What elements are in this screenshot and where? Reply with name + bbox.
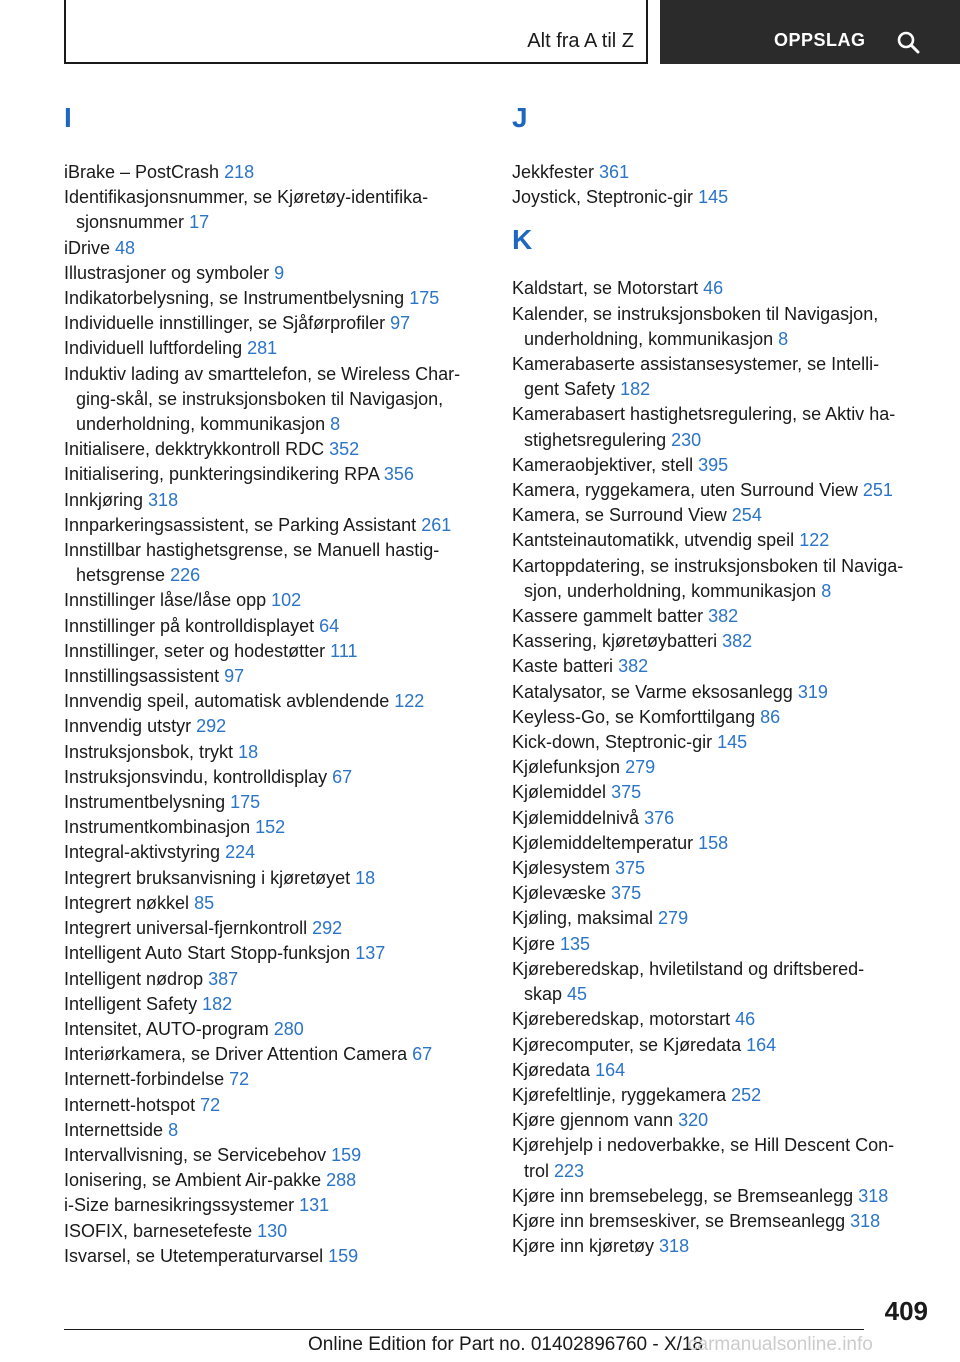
page-ref-link[interactable]: 254 bbox=[731, 505, 762, 526]
index-entry bbox=[64, 916, 484, 941]
index-entry bbox=[64, 740, 484, 765]
index-entry bbox=[64, 1168, 484, 1193]
index-entry-text: Kjørehjelp i nedoverbakke, se Hill Descent Con- bbox=[512, 1135, 895, 1156]
page-ref-link[interactable]: 226 bbox=[170, 565, 201, 586]
page-ref-link[interactable]: 97 bbox=[390, 313, 411, 334]
page-ref-link[interactable]: 261 bbox=[421, 514, 452, 535]
index-entry bbox=[64, 236, 484, 261]
index-entry bbox=[64, 1143, 484, 1168]
page-ref-link[interactable]: 152 bbox=[255, 817, 286, 838]
index-entry-text: Intensitet, AUTO-program bbox=[64, 1018, 269, 1039]
index-entry-text: Kameraobjektiver, stell bbox=[512, 454, 694, 475]
index-entry-text: Kjølevæske bbox=[512, 883, 607, 904]
index-entry bbox=[64, 362, 484, 438]
index-entry-text: Kjøre inn bremsebelegg, se Bremseanlegg bbox=[512, 1185, 854, 1206]
index-entry-text: Innstillinger låse/låse opp bbox=[64, 590, 267, 611]
index-entry-text: Kassere gammelt batter bbox=[512, 606, 704, 627]
index-entry bbox=[512, 352, 932, 402]
page-ref-link[interactable]: 102 bbox=[271, 590, 302, 611]
index-entry-text: Kassering, kjøretøybatteri bbox=[512, 631, 718, 652]
index-entry-text: Innparkeringsassistent, se Parking Assistant bbox=[64, 514, 417, 535]
index-entry-text: sjon, underholdning, kommunikasjon bbox=[524, 580, 817, 601]
page-ref-link[interactable]: 8 bbox=[168, 1119, 179, 1140]
index-entry bbox=[64, 866, 484, 891]
index-entry-text: Induktiv lading av smarttelefon, se Wireless Char- bbox=[64, 363, 461, 384]
index-entry-text: Integral-aktivstyring bbox=[64, 842, 221, 863]
index-entry bbox=[512, 1184, 932, 1209]
index-entry bbox=[512, 755, 932, 780]
index-entry bbox=[512, 185, 932, 210]
index-entry-text: Individuelle innstillinger, se Sjåførprofiler bbox=[64, 313, 386, 334]
index-entry-text: Kjørefeltlinje, ryggekamera bbox=[512, 1084, 727, 1105]
index-entry-text: Kjølemiddeltemperatur bbox=[512, 832, 694, 853]
page-ref-link[interactable]: 18 bbox=[238, 741, 259, 762]
page-ref-link[interactable]: 279 bbox=[625, 757, 656, 778]
page-ref-link[interactable]: 251 bbox=[862, 480, 893, 501]
page-ref-link[interactable]: 175 bbox=[230, 792, 261, 813]
index-entry bbox=[512, 1133, 932, 1183]
index-entry-text: Innstillingsassistent bbox=[64, 666, 220, 687]
index-entry bbox=[64, 336, 484, 361]
index-entry bbox=[64, 462, 484, 487]
index-entry bbox=[512, 528, 932, 553]
index-entry-text: Kjøre gjennom vann bbox=[512, 1110, 674, 1131]
index-entry bbox=[512, 1083, 932, 1108]
index-entry bbox=[64, 1017, 484, 1042]
index-entry-text: Kjøreberedskap, hviletilstand og driftsbered- bbox=[512, 958, 865, 979]
index-entry-text: Integrert universal-fjernkontroll bbox=[64, 918, 308, 939]
index-entry bbox=[64, 967, 484, 992]
index-entry bbox=[64, 840, 484, 865]
page-ref-link[interactable]: 352 bbox=[329, 439, 360, 460]
page-ref-link[interactable]: 18 bbox=[355, 867, 376, 888]
index-entry-text: Kaldstart, se Motorstart bbox=[512, 278, 699, 299]
index-entry-text: Innstillbar hastighetsgrense, se Manuell hastig- bbox=[64, 540, 440, 561]
index-entry-text: Kamerabaserte assistansesystemer, se Intelli- bbox=[512, 354, 880, 375]
index-entry-text: Kaste batteri bbox=[512, 656, 614, 677]
page-ref-link[interactable]: 159 bbox=[331, 1144, 362, 1165]
edition-text: Online Edition for Part no. 01402896760 - X/18 bbox=[308, 1334, 704, 1355]
index-entry-text: Kamera, ryggekamera, uten Surround View bbox=[512, 480, 858, 501]
page-ref-link[interactable]: 182 bbox=[620, 379, 651, 400]
index-entry bbox=[64, 664, 484, 689]
index-entry-text: i-Size barnesikringssystemer bbox=[64, 1195, 295, 1216]
page-ref-link[interactable]: 218 bbox=[224, 162, 255, 182]
index-entry bbox=[512, 1058, 932, 1083]
index-entry bbox=[64, 286, 484, 311]
index-letter-j: J bbox=[512, 102, 528, 133]
index-entry-text: iBrake – PostCrash bbox=[64, 162, 220, 182]
index-entries-k bbox=[512, 276, 932, 1259]
page-ref-link[interactable]: 46 bbox=[703, 278, 724, 299]
page-ref-link[interactable]: 318 bbox=[148, 489, 179, 510]
index-entry bbox=[64, 538, 484, 588]
index-entry-text: Intelligent nødrop bbox=[64, 968, 204, 989]
index-entry-text: Innvendig speil, automatisk avblendende bbox=[64, 691, 390, 712]
oppslag-tab[interactable] bbox=[660, 0, 960, 64]
index-entry bbox=[512, 402, 932, 452]
page-ref-link[interactable]: 182 bbox=[202, 993, 233, 1014]
index-entry bbox=[64, 992, 484, 1017]
index-entry-text: Individuell luftfordeling bbox=[64, 338, 243, 359]
page-ref-link[interactable]: 395 bbox=[698, 454, 729, 475]
index-entry bbox=[512, 806, 932, 831]
page-ref-link[interactable]: 288 bbox=[326, 1170, 357, 1191]
index-entry bbox=[512, 1033, 932, 1058]
index-entry-text: Kjølefunksjon bbox=[512, 757, 621, 778]
index-entries-i bbox=[64, 160, 484, 1269]
page-ref-link[interactable]: 131 bbox=[299, 1195, 330, 1216]
index-entry-text: Kartoppdatering, se instruksjonsboken til Naviga- bbox=[512, 555, 904, 576]
page-ref-link[interactable]: 17 bbox=[189, 212, 210, 233]
index-entry bbox=[512, 730, 932, 755]
page-ref-link[interactable]: 145 bbox=[698, 187, 729, 208]
page-ref-link[interactable]: 292 bbox=[196, 716, 227, 737]
page-ref-link[interactable]: 318 bbox=[858, 1185, 889, 1206]
index-column-right bbox=[512, 100, 932, 1259]
index-entry-text: Illustrasjoner og symboler bbox=[64, 262, 270, 283]
page-ref-link[interactable]: 318 bbox=[659, 1236, 690, 1257]
page-ref-link[interactable]: 158 bbox=[698, 832, 729, 853]
index-entry-text: Kjøredata bbox=[512, 1059, 591, 1080]
index-entry-text: trol bbox=[524, 1160, 550, 1181]
index-entry bbox=[64, 261, 484, 286]
index-entry-text: Integrert nøkkel bbox=[64, 892, 190, 913]
page-number: 409 bbox=[884, 1296, 928, 1326]
index-entry bbox=[512, 957, 932, 1007]
index-entry-text: skap bbox=[524, 984, 563, 1005]
page-ref-link[interactable]: 135 bbox=[560, 933, 591, 954]
index-entry bbox=[512, 554, 932, 604]
index-entry bbox=[64, 765, 484, 790]
index-entry bbox=[512, 160, 932, 185]
page-ref-link[interactable]: 46 bbox=[735, 1009, 756, 1030]
page-ref-link[interactable]: 164 bbox=[746, 1034, 777, 1055]
watermark: carmanualsonline.info bbox=[688, 1334, 873, 1355]
index-entry-text: ISOFIX, barnesetefeste bbox=[64, 1220, 253, 1241]
page-ref-link[interactable]: 85 bbox=[194, 892, 215, 913]
index-entry-text: ging-skål, se instruksjonsboken til Navigasjon, bbox=[76, 388, 444, 409]
index-entry-text: Kalender, se instruksjonsboken til Navigasjon, bbox=[512, 303, 879, 324]
index-entry bbox=[512, 1108, 932, 1133]
index-entry bbox=[64, 1118, 484, 1143]
index-entry bbox=[64, 1193, 484, 1218]
page-ref-link[interactable]: 281 bbox=[247, 338, 278, 359]
index-entry-text: underholdning, kommunikasjon bbox=[76, 414, 326, 435]
index-entry-text: Kjørecomputer, se Kjøredata bbox=[512, 1034, 742, 1055]
index-entry-text: underholdning, kommunikasjon bbox=[524, 328, 774, 349]
index-entry-text: Kjølemiddel bbox=[512, 782, 607, 803]
index-entry bbox=[64, 1042, 484, 1067]
page-ref-link[interactable]: 72 bbox=[200, 1094, 221, 1115]
page-ref-link[interactable]: 64 bbox=[319, 615, 340, 636]
page-ref-link[interactable]: 137 bbox=[355, 943, 386, 964]
index-entry-text: Initialisering, punkteringsindikering RPA bbox=[64, 464, 379, 485]
index-entry bbox=[64, 185, 484, 235]
index-entry-text: Innstillinger på kontrolldisplayet bbox=[64, 615, 315, 636]
index-entry bbox=[512, 1007, 932, 1032]
page-ref-link[interactable]: 318 bbox=[850, 1210, 881, 1231]
index-entry-text: Integrert bruksanvisning i kjøretøyet bbox=[64, 867, 351, 888]
index-entry bbox=[512, 780, 932, 805]
page-ref-link[interactable]: 280 bbox=[273, 1018, 304, 1039]
index-entry bbox=[512, 1209, 932, 1234]
index-entry bbox=[64, 1093, 484, 1118]
index-entry bbox=[512, 680, 932, 705]
index-entry-text: Instruksjonsvindu, kontrolldisplay bbox=[64, 766, 328, 787]
page-ref-link[interactable]: 375 bbox=[615, 858, 646, 879]
index-entry-text: iDrive bbox=[64, 237, 111, 258]
header-title: Alt fra A til Z bbox=[527, 30, 634, 52]
index-entry-text: Kamera, se Surround View bbox=[512, 505, 727, 526]
page-ref-link[interactable]: 320 bbox=[678, 1110, 709, 1131]
index-entry bbox=[64, 614, 484, 639]
index-entry bbox=[64, 488, 484, 513]
index-entry-text: stighetsregulering bbox=[524, 429, 667, 450]
index-entry-text: Internett-hotspot bbox=[64, 1094, 196, 1115]
page-ref-link[interactable]: 175 bbox=[409, 288, 440, 309]
page-ref-link[interactable]: 224 bbox=[225, 842, 256, 863]
index-entry bbox=[512, 654, 932, 679]
index-entry bbox=[512, 503, 932, 528]
page-ref-link[interactable]: 361 bbox=[599, 162, 630, 182]
index-entry bbox=[512, 705, 932, 730]
page-ref-link[interactable]: 122 bbox=[394, 691, 425, 712]
page-ref-link[interactable]: 48 bbox=[115, 237, 136, 258]
page-ref-link[interactable]: 72 bbox=[229, 1069, 250, 1090]
index-entry-text: Indikatorbelysning, se Instrumentbelysning bbox=[64, 288, 405, 309]
page-ref-link[interactable]: 130 bbox=[257, 1220, 288, 1241]
index-letter-k: K bbox=[512, 224, 533, 256]
index-column-left bbox=[64, 100, 484, 1269]
page-ref-link[interactable]: 382 bbox=[618, 656, 649, 677]
index-entry bbox=[512, 302, 932, 352]
index-entry-text: Innkjøring bbox=[64, 489, 144, 510]
search-icon[interactable] bbox=[896, 30, 920, 54]
page-ref-link[interactable]: 164 bbox=[595, 1059, 626, 1080]
index-entry-text: Interiørkamera, se Driver Attention Camera bbox=[64, 1044, 408, 1065]
index-entry bbox=[512, 478, 932, 503]
index-entry bbox=[64, 714, 484, 739]
index-entry bbox=[64, 941, 484, 966]
index-entry-text: sjonsnummer bbox=[76, 212, 185, 233]
index-entry bbox=[512, 831, 932, 856]
index-entry-text: Innstillinger, seter og hodestøtter bbox=[64, 640, 326, 661]
page-ref-link[interactable]: 292 bbox=[312, 918, 343, 939]
page-ref-link[interactable]: 382 bbox=[708, 606, 739, 627]
index-entry-text: Kjøre bbox=[512, 933, 556, 954]
index-entry-text: Jekkfester bbox=[512, 162, 595, 182]
page-ref-link[interactable]: 252 bbox=[731, 1084, 762, 1105]
oppslag-tab-label: OPPSLAG bbox=[774, 30, 866, 50]
index-entry-text: Isvarsel, se Utetemperaturvarsel bbox=[64, 1245, 324, 1266]
index-entry bbox=[64, 891, 484, 916]
index-entry-text: Kantsteinautomatikk, utvendig speil bbox=[512, 530, 795, 551]
index-entry-text: Identifikasjonsnummer, se Kjøretøy-identifika- bbox=[64, 187, 429, 208]
index-entry-text: Intelligent Safety bbox=[64, 993, 198, 1014]
index-entry-text: Katalysator, se Varme eksosanlegg bbox=[512, 681, 793, 702]
index-entry-text: Kjøre inn bremseskiver, se Bremseanlegg bbox=[512, 1210, 846, 1231]
index-entry-text: Intervallvisning, se Servicebehov bbox=[64, 1144, 327, 1165]
page-ref-link[interactable]: 111 bbox=[330, 640, 358, 661]
page-ref-link[interactable]: 97 bbox=[224, 666, 245, 687]
page-ref-link[interactable]: 375 bbox=[611, 782, 642, 803]
index-entry-text: Kjølemiddelnivå bbox=[512, 807, 640, 828]
index-entry bbox=[64, 790, 484, 815]
index-entry-text: Instruksjonsbok, trykt bbox=[64, 741, 234, 762]
index-entry bbox=[512, 629, 932, 654]
index-entry bbox=[64, 639, 484, 664]
index-entry bbox=[512, 276, 932, 301]
page-ref-link[interactable]: 376 bbox=[644, 807, 675, 828]
page-ref-link[interactable]: 279 bbox=[658, 908, 689, 929]
index-entry-text: Kjøling, maksimal bbox=[512, 908, 654, 929]
page-ref-link[interactable]: 375 bbox=[611, 883, 642, 904]
index-entry bbox=[512, 906, 932, 931]
footer-divider bbox=[64, 1329, 864, 1330]
index-entry bbox=[64, 689, 484, 714]
index-entry bbox=[512, 1234, 932, 1259]
page-ref-link[interactable]: 122 bbox=[799, 530, 830, 551]
page-ref-link[interactable]: 67 bbox=[332, 766, 353, 787]
page-ref-link[interactable]: 67 bbox=[412, 1044, 433, 1065]
index-entry bbox=[512, 604, 932, 629]
page-ref-link[interactable]: 86 bbox=[760, 706, 781, 727]
page-ref-link[interactable]: 159 bbox=[328, 1245, 359, 1266]
index-entry bbox=[64, 513, 484, 538]
index-entry-text: Joystick, Steptronic-gir bbox=[512, 187, 694, 208]
index-entry bbox=[64, 1244, 484, 1269]
index-entry-text: Internettside bbox=[64, 1119, 164, 1140]
index-entry bbox=[64, 160, 484, 185]
index-entry-text: Kjøre inn kjøretøy bbox=[512, 1236, 655, 1257]
index-entry bbox=[64, 1219, 484, 1244]
page-ref-link[interactable]: 8 bbox=[821, 580, 832, 601]
index-entry-text: Keyless-Go, se Komforttilgang bbox=[512, 706, 756, 727]
page-ref-link[interactable]: 230 bbox=[671, 429, 702, 450]
index-entry bbox=[512, 453, 932, 478]
index-entry bbox=[64, 437, 484, 462]
index-entry-text: Kjølesystem bbox=[512, 858, 611, 879]
index-entry-text: gent Safety bbox=[524, 379, 616, 400]
index-entry bbox=[512, 881, 932, 906]
page-ref-link[interactable]: 382 bbox=[722, 631, 753, 652]
index-entry-text: Kick-down, Steptronic-gir bbox=[512, 732, 713, 753]
page-ref-link[interactable]: 45 bbox=[567, 984, 588, 1005]
index-entry bbox=[64, 588, 484, 613]
index-entry-text: Kamerabasert hastighetsregulering, se Aktiv ha- bbox=[512, 404, 896, 425]
page-ref-link[interactable]: 319 bbox=[797, 681, 828, 702]
index-entry-text: Innvendig utstyr bbox=[64, 716, 192, 737]
page-ref-link[interactable]: 223 bbox=[554, 1160, 585, 1181]
index-entry bbox=[512, 932, 932, 957]
page-ref-link[interactable]: 356 bbox=[383, 464, 414, 485]
index-letter-i: I bbox=[64, 102, 72, 133]
index-entry-text: Initialisere, dekktrykkontroll RDC bbox=[64, 439, 325, 460]
page-ref-link[interactable]: 387 bbox=[208, 968, 239, 989]
index-entry bbox=[64, 815, 484, 840]
page-ref-link[interactable]: 8 bbox=[330, 414, 341, 435]
index-entry-text: Intelligent Auto Start Stopp-funksjon bbox=[64, 943, 351, 964]
page-ref-link[interactable]: 8 bbox=[778, 328, 789, 349]
index-entry-text: Ionisering, se Ambient Air-pakke bbox=[64, 1170, 322, 1191]
index-entries-j bbox=[512, 160, 932, 210]
index-entry-text: Internett-forbindelse bbox=[64, 1069, 225, 1090]
header-title-box bbox=[64, 0, 648, 64]
index-entry bbox=[512, 856, 932, 881]
index-entry-text: Instrumentbelysning bbox=[64, 792, 226, 813]
index-entry bbox=[64, 1067, 484, 1092]
index-entry-text: hetsgrense bbox=[76, 565, 166, 586]
index-entry-text: Instrumentkombinasjon bbox=[64, 817, 251, 838]
index-entry-text: Kjøreberedskap, motorstart bbox=[512, 1009, 731, 1030]
page-ref-link[interactable]: 145 bbox=[717, 732, 748, 753]
page-ref-link[interactable]: 9 bbox=[274, 262, 285, 283]
index-entry bbox=[64, 311, 484, 336]
